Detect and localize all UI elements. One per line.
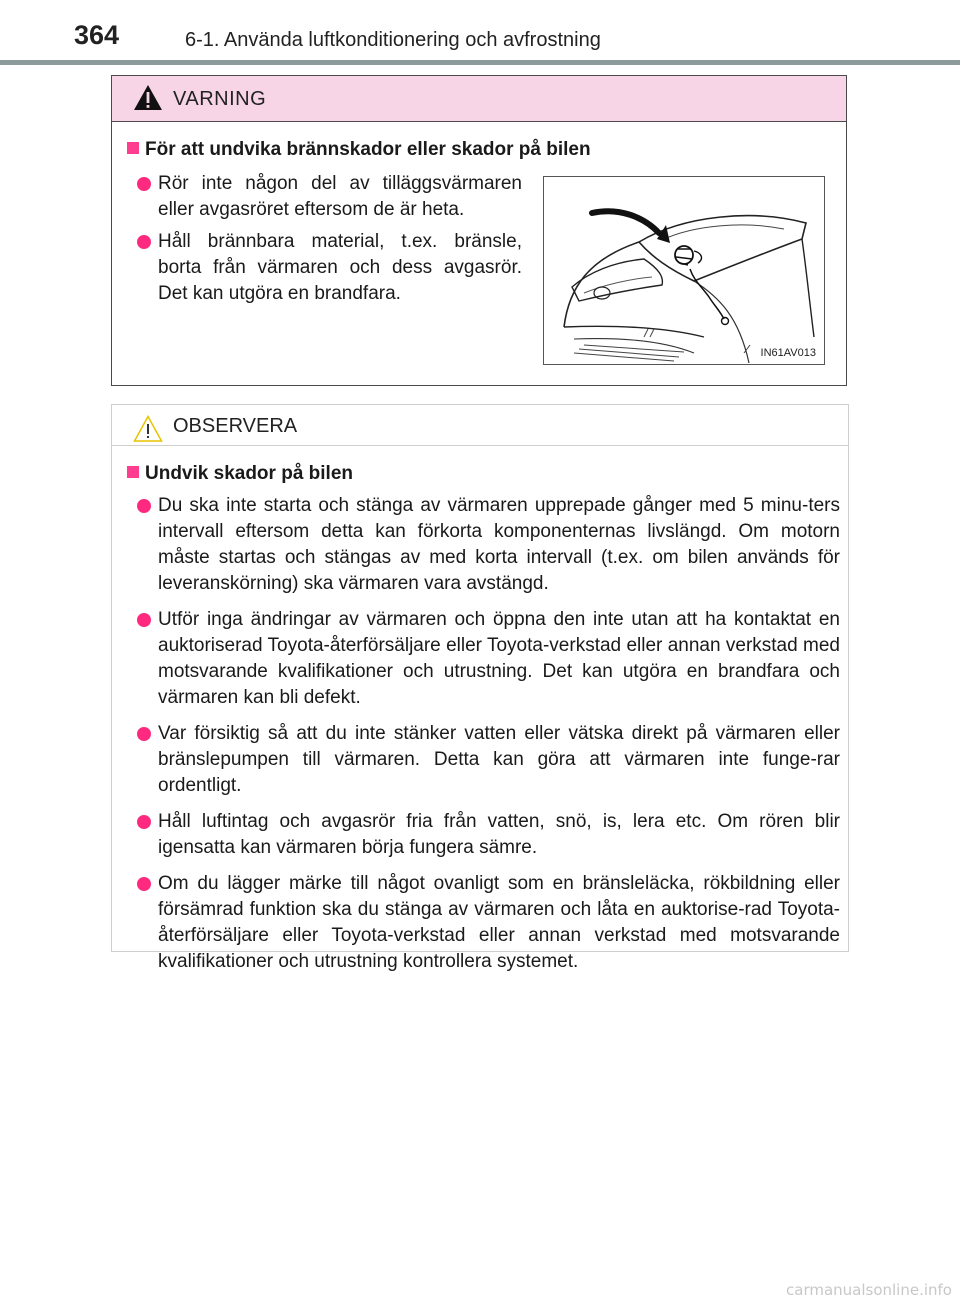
notice-list bbox=[137, 493, 840, 985]
bullet-dot-icon bbox=[137, 877, 151, 891]
square-bullet-icon bbox=[127, 142, 139, 154]
list-item: Håll brännbara material, t.ex. bränsle, borta från värmaren och dess avgasrör. Det kan utgöra en brandfara. bbox=[137, 229, 522, 307]
notice-header bbox=[112, 405, 848, 446]
warning-header bbox=[112, 76, 846, 122]
page-number: 364 bbox=[74, 20, 120, 50]
warning-list bbox=[137, 171, 522, 313]
bullet-dot-icon bbox=[137, 177, 151, 191]
bullet-dot-icon bbox=[137, 727, 151, 741]
list-item: Var försiktig så att du inte stänker vatten eller vätska direkt på värmaren eller bränslepumpen till värmaren. Detta kan göra att värmaren inte funge-rar ordentligt. bbox=[137, 721, 840, 799]
list-item: Du ska inte starta och stänga av värmaren upprepade gånger med 5 minu-ters intervall eftersom detta kan förkorta komponenternas livslängd. Om motorn måste startas och stängas av med korta intervall (t.ex. om bilen används för leveranskörning) ska värmaren vara avstängd. bbox=[137, 493, 840, 597]
illustration-code: IN61AV013 bbox=[760, 347, 816, 359]
bullet-dot-icon bbox=[137, 815, 151, 829]
notice-title: OBSERVERA bbox=[173, 415, 298, 437]
header-rule bbox=[0, 60, 960, 65]
list-item: Rör inte någon del av tilläggsvärmaren eller avgasröret eftersom de är heta. bbox=[137, 171, 522, 223]
bullet-dot-icon bbox=[137, 499, 151, 513]
warning-triangle-icon bbox=[133, 84, 163, 111]
bullet-dot-icon bbox=[137, 613, 151, 627]
chapter-title: 6-1. Använda luftkonditionering och avfrostning bbox=[185, 29, 601, 51]
warning-title: VARNING bbox=[173, 88, 267, 110]
list-item: Håll luftintag och avgasrör fria från vatten, snö, is, lera etc. Om rören blir igensatta kan värmaren börja fungera sämre. bbox=[137, 809, 840, 861]
watermark: carmanualsonline.info bbox=[786, 1281, 952, 1299]
caution-triangle-icon bbox=[133, 415, 163, 442]
heater-location-illustration bbox=[543, 176, 825, 365]
warning-heading: För att undvika brännskador eller skador på bilen bbox=[127, 139, 591, 161]
car-front-illustration bbox=[544, 177, 823, 363]
bullet-dot-icon bbox=[137, 235, 151, 249]
list-item: Om du lägger märke till något ovanligt som en bränsleläcka, rökbildning eller försämrad funktion ska du stänga av värmaren och låta en auktorise-rad Toyota-återförsäljare eller Toyota-verkstad eller annan verkstad med motsvarande kvalifikationer och utrustning kontrollera systemet. bbox=[137, 871, 840, 975]
list-item: Utför inga ändringar av värmaren och öppna den inte utan att ha kontaktat en auktoriserad Toyota-återförsäljare eller Toyota-verkstad eller annan verkstad med motsvarande kvalifikationer och utrustning. Det kan utgöra en brandfara och värmaren kan bli defekt. bbox=[137, 607, 840, 711]
notice-box bbox=[111, 404, 849, 972]
warning-box bbox=[111, 75, 847, 386]
square-bullet-icon bbox=[127, 466, 139, 478]
notice-heading: Undvik skador på bilen bbox=[127, 463, 353, 485]
